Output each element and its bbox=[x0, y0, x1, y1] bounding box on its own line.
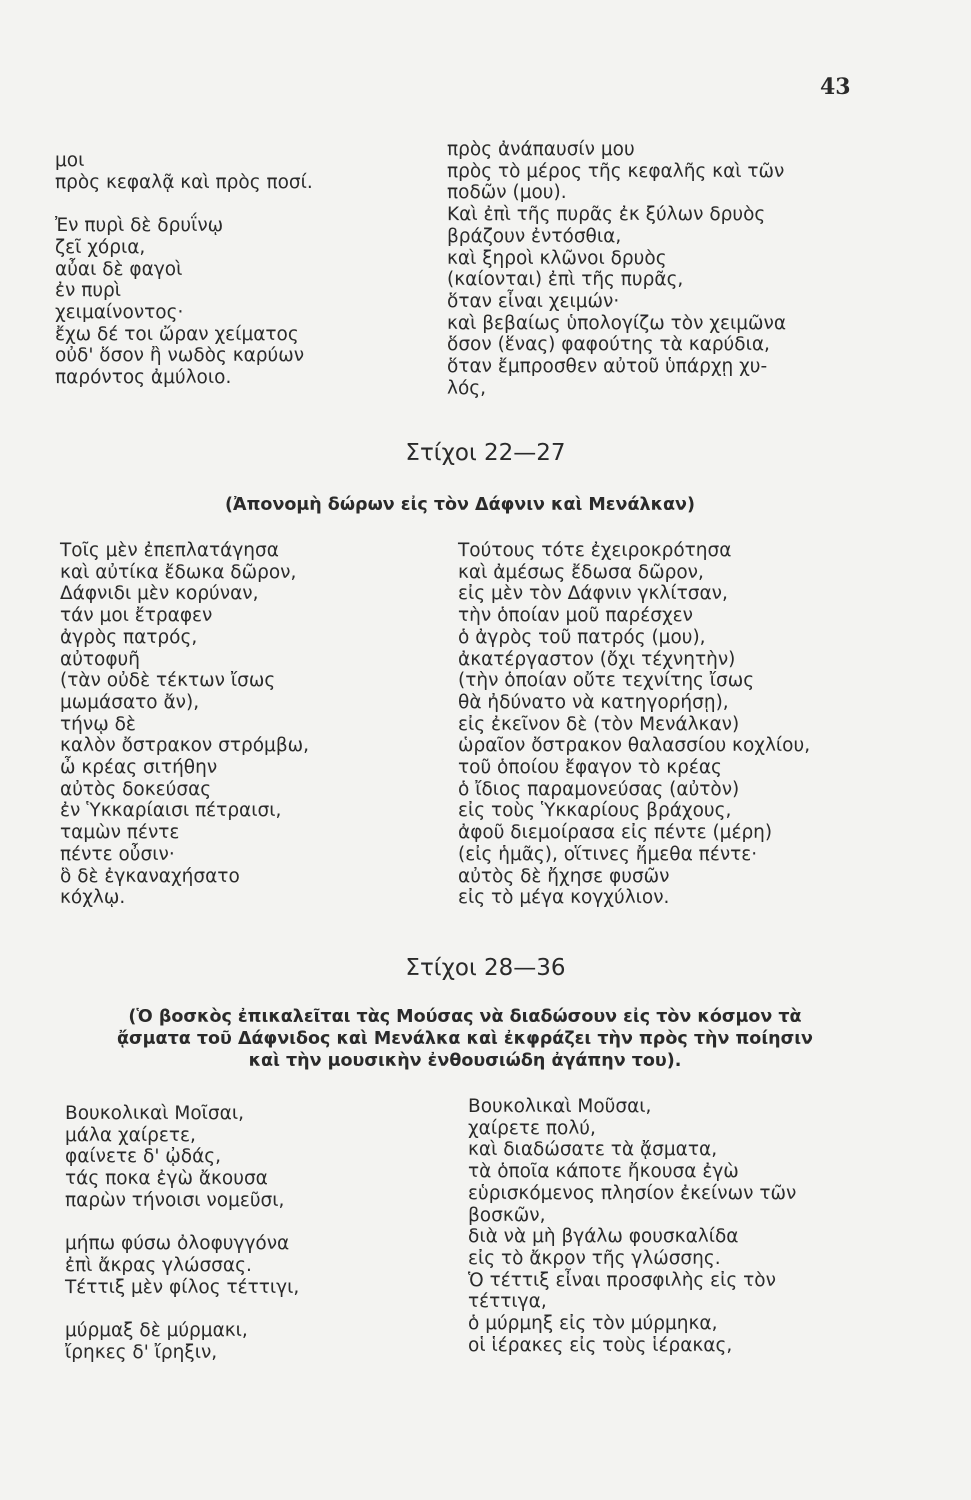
text-line: καὶ αὐτίκα ἔδωκα δῶρον, bbox=[60, 561, 297, 583]
text-line: ἔχω δέ τοι ὤραν χείματος bbox=[55, 323, 299, 345]
text-line: ὡραῖον ὄστρακον θαλασσίου κοχλίου, bbox=[458, 735, 811, 757]
text-line: τοῦ ὁποίου ἔφαγον τὸ κρέας bbox=[458, 757, 722, 779]
section1-left-column bbox=[60, 540, 309, 909]
text-line: (τὰν οὐδὲ τέκτων ἴσως bbox=[60, 670, 276, 692]
section-heading-28-36: Στίχοι 28—36 bbox=[405, 955, 566, 981]
text-line: ζεῖ χόρια, bbox=[55, 236, 146, 258]
text-line: οἱ ἱέρακες εἰς τοὺς ἱέρακας, bbox=[468, 1334, 733, 1356]
text-line: τάς ποκα ἐγὼ ἄκουσα bbox=[65, 1168, 268, 1190]
section2-right-column bbox=[468, 1096, 796, 1356]
text-line: χειμαίνοντος· bbox=[55, 301, 184, 323]
text-line: τήνῳ δὲ bbox=[60, 713, 136, 735]
section-subtitle-28-36 bbox=[60, 1006, 870, 1072]
text-line: τάν μοι ἔτραφεν bbox=[60, 605, 213, 627]
text-line: Βουκολικαὶ Μοῦσαι, bbox=[468, 1096, 652, 1117]
section2-left-column bbox=[65, 1103, 299, 1363]
text-line: ὅσον (ἕνας) φαφούτης τὰ καρύδια, bbox=[447, 334, 770, 356]
text-line: ἐν Ὑκκαρίαισι πέτραισι, bbox=[60, 800, 282, 822]
text-line: ἀγρὸς πατρός, bbox=[60, 626, 198, 648]
text-line: ἀφοῦ διεμοίρασα εἰς πέντε (μέρη) bbox=[458, 822, 773, 844]
text-line bbox=[65, 1298, 299, 1320]
text-line: βράζουν ἐντόσθια, bbox=[447, 225, 622, 247]
text-line: Τούτους τότε ἐχειροκρότησα bbox=[458, 540, 732, 561]
text-line: (καίονται) ἐπὶ τῆς πυρᾶς, bbox=[447, 269, 684, 291]
text-line: φαίνετε δ' ᾠδάς, bbox=[65, 1146, 222, 1168]
text-line: ὅταν εἶναι χειμών· bbox=[447, 290, 620, 312]
text-line: (τὴν ὁποίαν οὔτε τεχνίτης ἴσως bbox=[458, 670, 755, 692]
text-line: εἰς τὸ μέγα κογχύλιον. bbox=[458, 887, 670, 909]
text-line: μοι bbox=[55, 150, 85, 171]
text-line: πρὸς κεφαλᾷ καὶ πρὸς ποσί. bbox=[55, 171, 313, 193]
text-line: τὰ ὁποῖα κάποτε ἤκουσα ἐγὼ bbox=[468, 1161, 739, 1183]
text-line: ὅταν ἔμπροσθεν αὐτοῦ ὑπάρχῃ χυ- bbox=[447, 356, 768, 378]
text-line: μάλα χαίρετε, bbox=[65, 1124, 196, 1146]
text-line: ὦ κρέας σιτήθην bbox=[60, 757, 218, 779]
text-line: ποδῶν (μου). bbox=[447, 182, 567, 204]
text-line: τὴν ὁποίαν μοῦ παρέσχεν bbox=[458, 605, 694, 627]
text-line: παρὼν τήνοισι νομεῦσι, bbox=[65, 1189, 285, 1211]
text-line: ὁ ἀγρὸς τοῦ πατρός (μου), bbox=[458, 626, 706, 648]
top-right-column bbox=[447, 139, 786, 399]
text-line: (εἰς ἡμᾶς), οἵτινες ἤμεθα πέντε· bbox=[458, 843, 758, 865]
text-line: πρὸς τὸ μέρος τῆς κεφαλῆς καὶ τῶν bbox=[447, 160, 785, 182]
text-line: εἰς τὸ ἄκρον τῆς γλώσσης. bbox=[468, 1247, 721, 1269]
top-left-column bbox=[55, 150, 313, 389]
text-line: μωμάσατο ἄν), bbox=[60, 691, 200, 713]
text-line: μήπω φύσω ὀλοφυγγόνα bbox=[65, 1233, 290, 1255]
section1-right-column bbox=[458, 540, 810, 909]
text-line: ἴρηκες δ' ἴρηξιν, bbox=[65, 1341, 218, 1363]
text-line: λός, bbox=[447, 377, 487, 399]
text-line: Δάφνιδι μὲν κορύναν, bbox=[60, 583, 259, 605]
text-line: Τέττιξ μὲν φίλος τέττιγι, bbox=[65, 1276, 300, 1298]
text-line: οὐδ' ὅσον ἢ νωδὸς καρύων bbox=[55, 345, 305, 367]
text-line: Βουκολικαὶ Μοῖσαι, bbox=[65, 1103, 244, 1124]
text-line: εἰς ἐκεῖνον δὲ (τὸν Μενάλκαν) bbox=[458, 713, 740, 735]
text-line: ταμὼν πέντε bbox=[60, 822, 180, 844]
text-line: καὶ τὴν μουσικὴν ἐνθουσιώδη ἀγάπην του). bbox=[248, 1051, 682, 1071]
text-line: Ὁ τέττιξ εἶναι προσφιλὴς εἰς τὸν bbox=[468, 1269, 776, 1291]
text-line: βοσκῶν, bbox=[468, 1204, 546, 1226]
text-line: εἰς μὲν τὸν Δάφνιν γκλίτσαν, bbox=[458, 583, 728, 605]
text-line: Τοῖς μὲν ἐπεπλατάγησα bbox=[60, 540, 279, 561]
text-line: ὁ ἴδιος παραμονεύσας (αὐτὸν) bbox=[458, 778, 740, 800]
text-line: διὰ νὰ μὴ βγάλω φουσκαλίδα bbox=[468, 1226, 739, 1248]
text-line: καὶ βεβαίως ὑπολογίζω τὸν χειμῶνα bbox=[447, 312, 787, 334]
text-line: ἐπὶ ἄκρας γλώσσας. bbox=[65, 1254, 252, 1276]
text-line: χαίρετε πολύ, bbox=[468, 1117, 596, 1139]
text-line: εὑρισκόμενος πλησίον ἐκείνων τῶν bbox=[468, 1182, 797, 1204]
page-number: 43 bbox=[820, 74, 851, 100]
text-line: ὁ μύρμηξ εἰς τὸν μύρμηκα, bbox=[468, 1313, 718, 1335]
text-line: (Ὁ βοσκὸς ἐπικαλεῖται τὰς Μούσας νὰ διαδώσουν εἰς τὸν κόσμον τὰ bbox=[128, 1007, 802, 1027]
text-line bbox=[55, 193, 313, 215]
text-line: καὶ διαδώσατε τὰ ᾄσματα, bbox=[468, 1139, 718, 1161]
text-line: αὐτοφυῆ bbox=[60, 648, 140, 670]
text-line: αὐτὸς δοκεύσας bbox=[60, 778, 212, 800]
text-line: καὶ ἀμέσως ἔδωσα δῶρον, bbox=[458, 561, 704, 583]
text-line: Ἐν πυρὶ δὲ δρυΐνῳ bbox=[55, 215, 224, 237]
text-line: ὃ δὲ ἐγκαναχήσατο bbox=[60, 865, 240, 887]
text-line: Καὶ ἐπὶ τῆς πυρᾶς ἐκ ξύλων δρυὸς bbox=[447, 204, 766, 226]
text-line: τέττιγα, bbox=[468, 1291, 547, 1313]
text-line: ἐν πυρὶ bbox=[55, 280, 122, 302]
text-line bbox=[65, 1212, 299, 1234]
text-line: καὶ ξηροὶ κλῶνοι δρυὸς bbox=[447, 247, 667, 269]
text-line: κόχλῳ. bbox=[60, 887, 126, 909]
section-subtitle-22-27: (Ἀπονομὴ δώρων εἰς τὸν Δάφνιν καὶ Μενάλκαν) bbox=[225, 495, 695, 515]
text-line: αὖαι δὲ φαγοὶ bbox=[55, 258, 183, 280]
text-line: παρόντος ἀμύλοιο. bbox=[55, 367, 232, 389]
text-line: πέντε οὖσιν· bbox=[60, 843, 175, 865]
text-line: ᾄσματα τοῦ Δάφνιδος καὶ Μενάλκα καὶ ἐκφράζει τὴν πρὸς τὴν ποίησιν bbox=[117, 1029, 813, 1049]
text-line: μύρμαξ δὲ μύρμακι, bbox=[65, 1320, 248, 1341]
section-heading-22-27: Στίχοι 22—27 bbox=[405, 440, 566, 466]
text-line: πρὸς ἀνάπαυσίν μου bbox=[447, 139, 635, 160]
text-line: ἀκατέργαστον (ὄχι τέχνητὴν) bbox=[458, 648, 736, 670]
text-line: εἰς τοὺς Ὑκκαρίους βράχους, bbox=[458, 800, 732, 822]
text-line: αὐτὸς δὲ ἤχησε φυσῶν bbox=[458, 865, 670, 887]
text-line: καλὸν ὄστρακον στρόμβω, bbox=[60, 735, 310, 757]
text-line: θὰ ἠδύνατο νὰ κατηγορήσῃ), bbox=[458, 691, 729, 713]
